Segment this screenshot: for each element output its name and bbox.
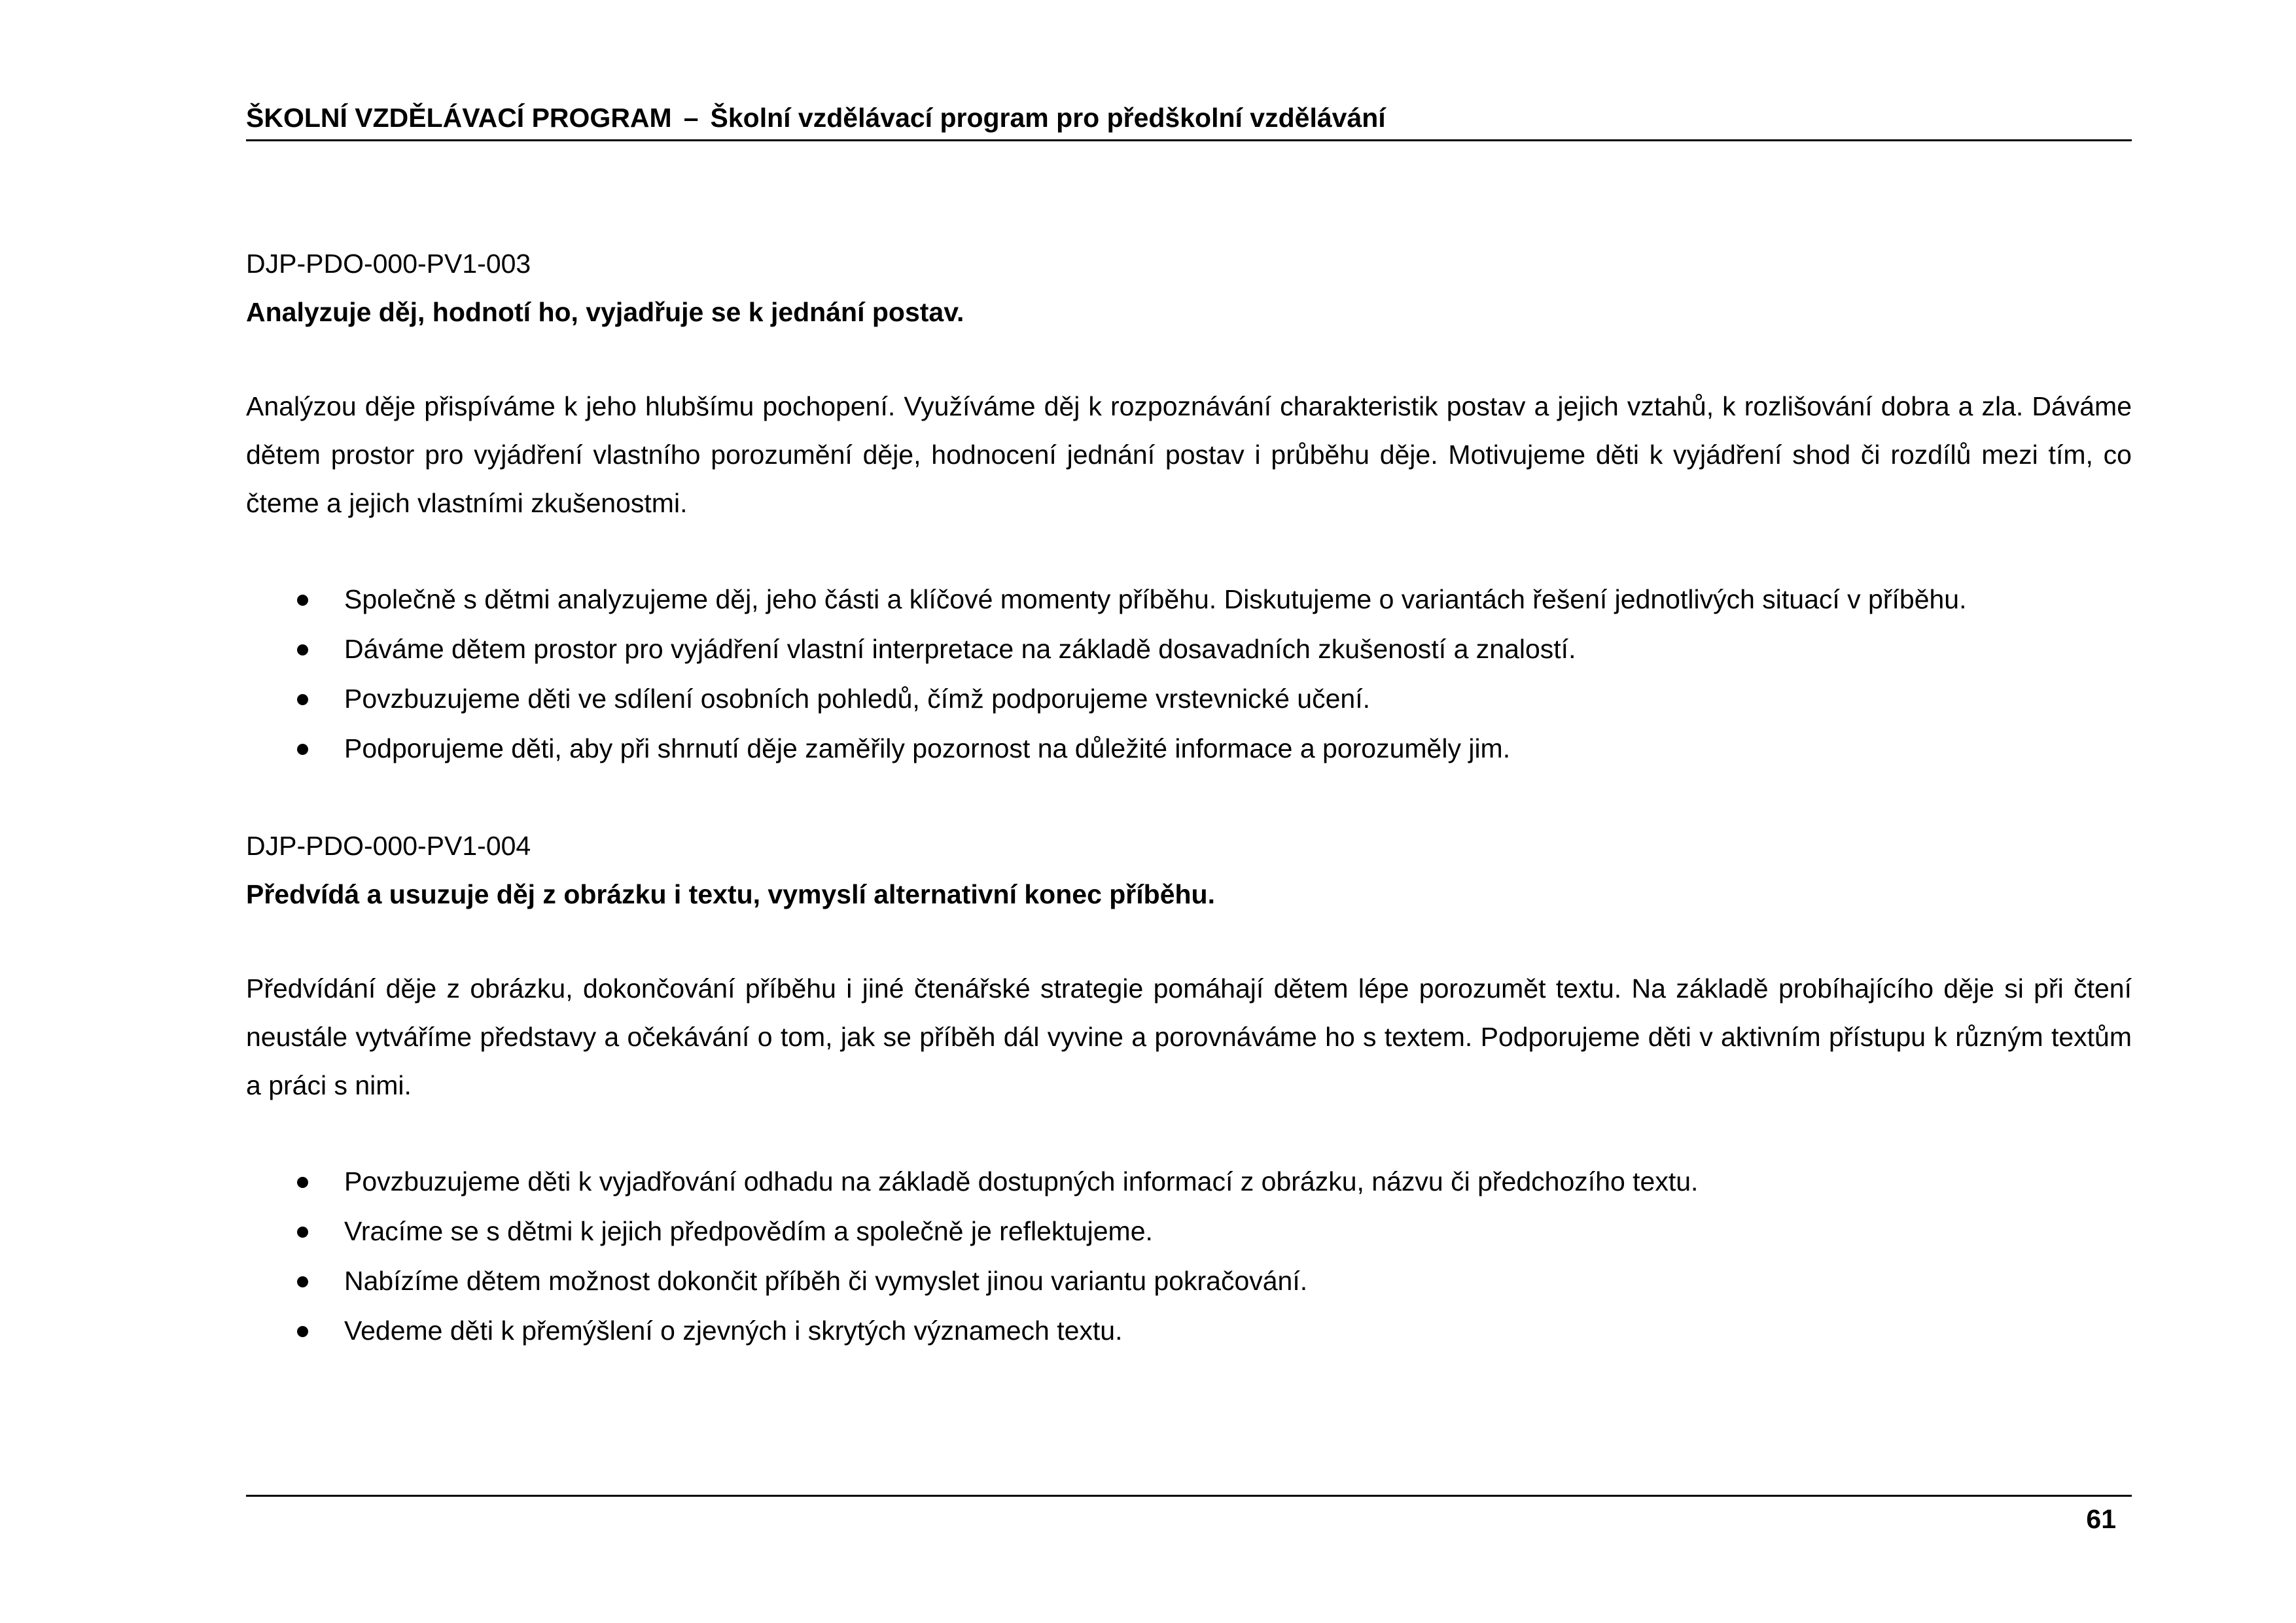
bullet-item: [246, 1306, 2132, 1355]
page-header: [246, 98, 2132, 141]
bullet-icon: [297, 694, 308, 705]
bullet-item: [246, 674, 2132, 724]
bullet-item: [246, 1157, 2132, 1206]
bullet-text: Povzbuzujeme děti ve sdílení osobních pohledů, čímž podporujeme vrstevnické učení.: [344, 684, 1370, 714]
page-number: 61: [2086, 1504, 2116, 1534]
bullet-text: Nabízíme dětem možnost dokončit příběh či vymyslet jinou variantu pokračování.: [344, 1266, 1308, 1296]
section-code: DJP-PDO-000-PV1-004: [246, 831, 531, 861]
bullet-text: Vracíme se s dětmi k jejich předpovědím a společně je reflektujeme.: [344, 1216, 1153, 1246]
section-heading: Analyzuje děj, hodnotí ho, vyjadřuje se k jednání postav.: [246, 297, 964, 327]
bullet-text: Společně s dětmi analyzujeme děj, jeho části a klíčové momenty příběhu. Diskutujeme o variantách řešení jednotlivých situací v příběhu.: [344, 584, 1967, 614]
section-paragraph: Analýzou děje přispíváme k jeho hlubšímu pochopení. Využíváme děj k rozpoznávání charakteristik postav a jejich vztahů, k rozlišování dobra a zla. Dáváme dětem prostor pro vyjádření vlastního porozumění děje, hodnocení jednání postav i průběhu děje. Motivujeme děti k vyjádření shod či rozdílů mezi tím, co čteme a jejich vlastními zkušenostmi.: [246, 391, 2132, 518]
document-page: [246, 0, 2132, 1623]
bullet-icon: [297, 644, 308, 655]
bullet-icon: [297, 1227, 308, 1238]
bullet-icon: [297, 1276, 308, 1287]
header-separator: –: [683, 103, 699, 133]
bullet-list: [246, 574, 2132, 773]
bullet-icon: [297, 744, 308, 755]
bullet-item: [246, 1206, 2132, 1256]
section-heading: Předvídá a usuzuje děj z obrázku i textu, vymyslí alternativní konec příběhu.: [246, 879, 1215, 909]
bullet-text: Povzbuzujeme děti k vyjadřování odhadu na základě dostupných informací z obrázku, názvu či předchozího textu.: [344, 1166, 1699, 1196]
bullet-text: Dáváme dětem prostor pro vyjádření vlastní interpretace na základě dosavadních zkušeností a znalostí.: [344, 634, 1576, 664]
bullet-item: [246, 574, 2132, 624]
footer-divider: [246, 1495, 2132, 1497]
bullet-icon: [297, 1177, 308, 1188]
bullet-icon: [297, 1326, 308, 1337]
section-pv1-003: [246, 239, 2132, 773]
section-code: DJP-PDO-000-PV1-003: [246, 249, 531, 279]
bullet-text: Vedeme děti k přemýšlení o zjevných i skrytých významech textu.: [344, 1316, 1123, 1346]
bullet-item: [246, 1256, 2132, 1306]
bullet-item: [246, 624, 2132, 674]
bullet-text: Podporujeme děti, aby při shrnutí děje zaměřily pozornost na důležité informace a porozuměly jim.: [344, 733, 1511, 763]
header-program: ŠKOLNÍ VZDĚLÁVACÍ PROGRAM: [246, 103, 672, 133]
section-paragraph: Předvídání děje z obrázku, dokončování příběhu i jiné čtenářské strategie pomáhají dětem lépe porozumět textu. Na základě probíhajícího děje si při čtení neustále vytváříme představy a očekávání o tom, jak se příběh dál vyvine a porovnáváme ho s textem. Podporujeme děti v aktivním přístupu k různým textům a práci s nimi.: [246, 973, 2132, 1100]
bullet-item: [246, 724, 2132, 773]
header-title: Školní vzdělávací program pro předškolní vzdělávání: [710, 103, 1386, 133]
section-pv1-004: [246, 822, 2132, 1355]
bullet-icon: [297, 595, 308, 606]
bullet-list: [246, 1157, 2132, 1355]
